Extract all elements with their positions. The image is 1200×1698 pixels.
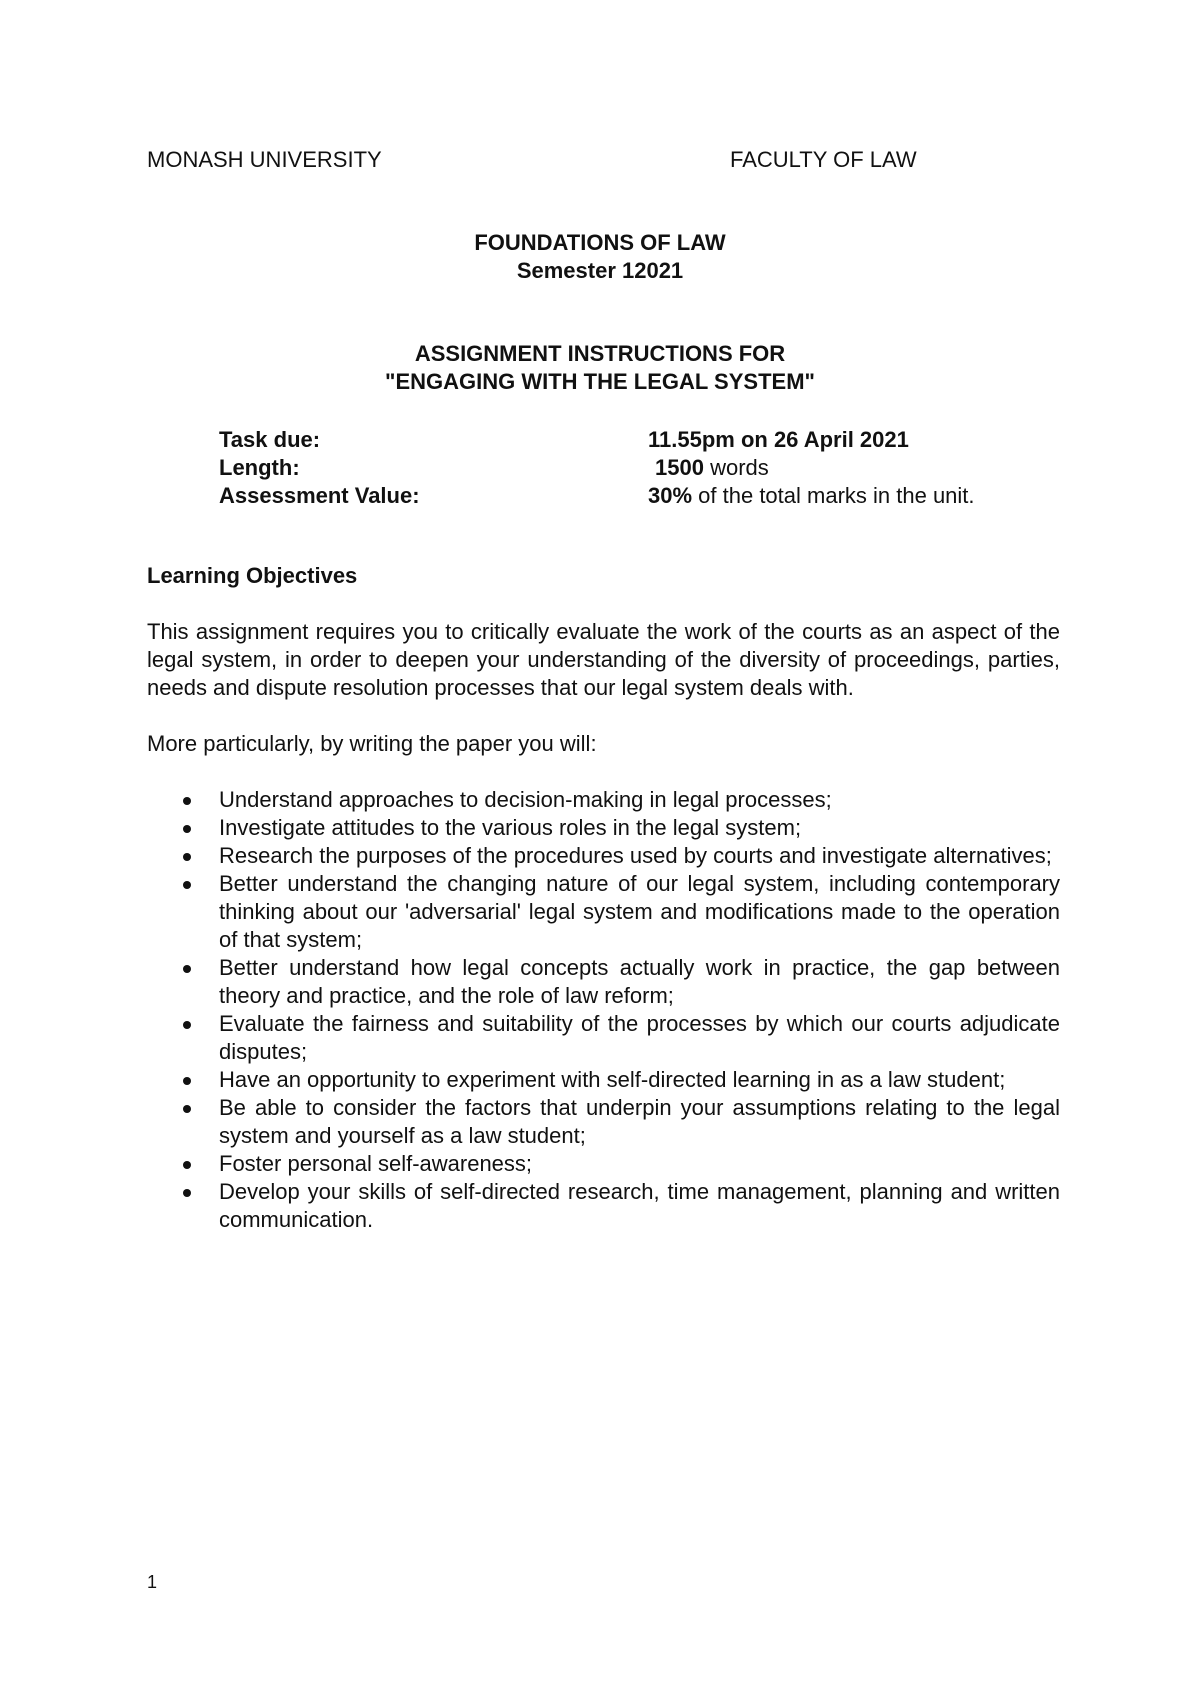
assessment-value [648,482,975,510]
page-number: 1 [147,1572,158,1592]
intro-paragraph: This assignment requires you to critically evaluate the work of the courts as an aspect of the legal system, in order to deepen your understanding of the diversity of proceedings, parties, needs and dispute resolution processes that our legal system deals with. [147,619,1060,700]
assessment-percent: 30% [648,483,693,508]
bullet-icon [183,1021,191,1029]
length-label: Length: [219,455,300,480]
list-item [147,1066,1060,1094]
bullet-icon [183,825,191,833]
bullet-icon [183,965,191,973]
length-row [219,454,1059,482]
university-name: MONASH UNIVERSITY [147,147,382,172]
length-number: 1500 [655,455,704,480]
list-item [147,1150,1060,1178]
list-item-text: Understand approaches to decision-making in legal processes; [219,787,832,812]
list-item [147,1178,1060,1234]
list-item-text: Be able to consider the factors that underpin your assumptions relating to the legal system and yourself as a law student; [219,1095,1060,1148]
assessment-value-label: Assessment Value: [219,483,420,508]
bullet-icon [183,1161,191,1169]
assessment-value-row [219,482,1059,510]
list-item [147,870,1060,954]
list-item-text: Have an opportunity to experiment with self-directed learning in as a law student; [219,1067,1006,1092]
task-due-label: Task due: [219,427,321,452]
objectives-list [147,786,1060,1234]
list-item [147,786,1060,814]
bullet-icon [183,1105,191,1113]
task-due-row [219,426,1059,454]
lead-in-paragraph: More particularly, by writing the paper you will: [147,731,597,756]
bullet-icon [183,881,191,889]
list-item-text: Research the purposes of the procedures used by courts and investigate alternatives; [219,843,1052,868]
task-due-date: 11.55pm on 26 April 2021 [648,427,909,452]
assignment-title-line-2: "ENGAGING WITH THE LEGAL SYSTEM" [385,369,815,394]
list-item [147,1094,1060,1150]
list-item [147,842,1060,870]
semester-label: Semester 12021 [516,258,684,283]
bullet-icon [183,1189,191,1197]
list-item-text: Better understand how legal concepts actually work in practice, the gap between theory and practice, and the role of law reform; [219,955,1060,1008]
list-item-text: Better understand the changing nature of our legal system, including contemporary thinking about our 'adversarial' legal system and modifications made to the operation of that system; [219,871,1060,952]
assignment-title-line-1: ASSIGNMENT INSTRUCTIONS FOR [414,341,786,366]
bullet-icon [183,853,191,861]
list-item-text: Foster personal self-awareness; [219,1151,533,1176]
page-header [147,146,947,176]
faculty-name: FACULTY OF LAW [730,147,917,172]
list-item-text: Develop your skills of self-directed research, time management, planning and written communication. [219,1179,1060,1232]
list-item-text: Evaluate the fairness and suitability of the processes by which our courts adjudicate disputes; [219,1011,1060,1064]
list-item-text: Investigate attitudes to the various roles in the legal system; [219,815,802,840]
bullet-icon [183,1077,191,1085]
length-unit: words [703,455,769,480]
learning-objectives-heading: Learning Objectives [147,563,358,588]
list-item [147,1010,1060,1066]
task-due-value [648,426,909,454]
assessment-value-rest: of the total marks in the unit. [692,483,975,508]
list-item [147,954,1060,1010]
assignment-title-block [0,340,1200,396]
course-title-block [0,229,1200,285]
course-title: FOUNDATIONS OF LAW [474,230,726,255]
task-details [219,426,1059,510]
bullet-icon [183,797,191,805]
length-value [655,454,769,482]
list-item [147,814,1060,842]
